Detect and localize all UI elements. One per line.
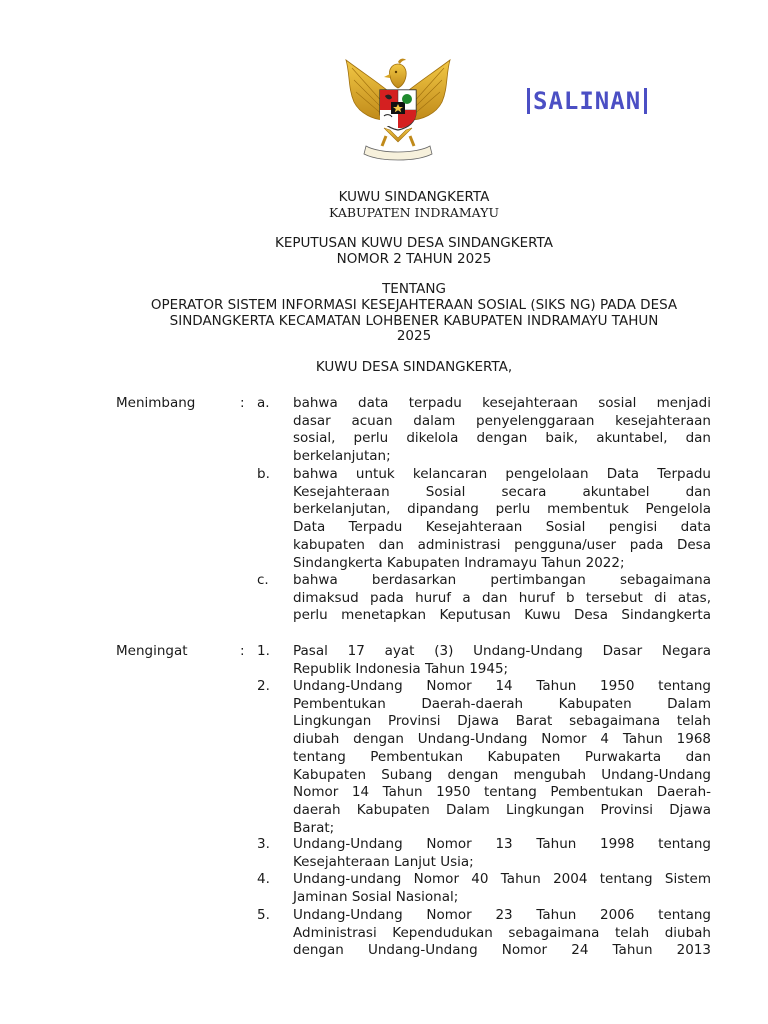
- menimbang-item-a: [293, 395, 711, 466]
- text-line: berkelanjutan, dipandang perlu membentuk Pengelola: [293, 501, 711, 518]
- text-line: bahwa untuk kelancaran pengelolaan Data Terpadu: [293, 466, 711, 482]
- text-line: Kesejahteraan Sosial secara akuntabel dan: [293, 483, 711, 500]
- text-line: Kesejahteraan Lanjut Usia;: [293, 853, 474, 870]
- text-line: bahwa berdasarkan pertimbangan sebagaimana: [293, 572, 711, 588]
- text-line: Nomor 14 Tahun 1950 tentang Pembentukan Daerah-: [293, 784, 711, 801]
- text-line: diubah dengan Undang-Undang Nomor 4 Tahun 1968: [293, 731, 711, 748]
- text-line: Jaminan Sosial Nasional;: [293, 888, 459, 905]
- text-line: Barat;: [293, 819, 335, 836]
- text-line: Undang-undang Nomor 40 Tahun 2004 tentang Sistem: [293, 871, 711, 887]
- text-line: Republik Indonesia Tahun 1945;: [293, 660, 509, 677]
- text-line: berkelanjutan;: [293, 448, 391, 465]
- mengingat-marker-1: 1.: [257, 643, 270, 659]
- mengingat-item-2: [293, 678, 711, 837]
- subject-line-2: SINDANGKERTA KECAMATAN LOHBENER KABUPATEN INDRAMAYU TAHUN: [169, 313, 659, 329]
- text-line: Undang-Undang Nomor 14 Tahun 1950 tentang: [293, 678, 711, 694]
- text-line: Data Terpadu Kesejahteraan Sosial pengisi data: [293, 519, 711, 536]
- text-line: bahwa data terpadu kesejahteraan sosial menjadi: [293, 395, 711, 411]
- garuda-pancasila-emblem: [340, 54, 456, 164]
- mengingat-marker-3: 3.: [257, 836, 270, 852]
- menimbang-marker-c: c.: [257, 572, 269, 588]
- text-line: Lingkungan Provinsi Djawa Barat sebagaimana telah: [293, 713, 711, 730]
- mengingat-label: Mengingat: [116, 643, 188, 659]
- menimbang-label: Menimbang: [116, 395, 196, 411]
- menimbang-marker-a: a.: [257, 395, 270, 411]
- menimbang-item-b: [293, 466, 711, 572]
- menimbang-colon: :: [240, 395, 245, 411]
- mengingat-colon: :: [240, 643, 245, 659]
- subject-line-1: OPERATOR SISTEM INFORMASI KESEJAHTERAAN SOSIAL (SIKS NG) PADA DESA: [150, 297, 678, 313]
- mengingat-marker-4: 4.: [257, 871, 270, 887]
- menimbang-marker-b: b.: [257, 466, 270, 482]
- mengingat-item-3: [293, 836, 711, 871]
- text-line: daerah Kabupaten Dalam Lingkungan Provinsi Djawa: [293, 801, 711, 818]
- text-line: Undang-Undang Nomor 13 Tahun 1998 tentang: [293, 836, 711, 852]
- menimbang-item-c: [293, 572, 711, 625]
- salinan-stamp: SALINAN: [527, 84, 647, 118]
- mengingat-item-1: [293, 643, 711, 678]
- subject-line-3: 2025: [396, 328, 432, 344]
- text-line: Undang-Undang Nomor 23 Tahun 2006 tentang: [293, 907, 711, 923]
- text-line: Kabupaten Subang dengan mengubah Undang-Undang: [293, 766, 711, 783]
- text-line: dasar acuan dalam penyelenggaraan kesejahteraan: [293, 412, 711, 429]
- mengingat-marker-2: 2.: [257, 678, 270, 694]
- text-line: dimaksud pada huruf a dan huruf b tersebut di atas,: [293, 589, 711, 606]
- text-line: Administrasi Kependudukan sebagaimana telah diubah: [293, 924, 711, 941]
- mengingat-item-5: [293, 907, 711, 960]
- decree-number: NOMOR 2 TAHUN 2025: [336, 251, 492, 267]
- text-line: Pasal 17 ayat (3) Undang-Undang Dasar Negara: [293, 643, 711, 659]
- mengingat-item-4: [293, 871, 711, 906]
- issuer-opening: KUWU DESA SINDANGKERTA,: [315, 359, 513, 375]
- issuer-regency: KABUPATEN INDRAMAYU: [328, 205, 499, 220]
- text-line: sosial, perlu dikelola dengan baik, akuntabel, dan: [293, 430, 711, 447]
- issuer-title: KUWU SINDANGKERTA: [338, 189, 490, 205]
- text-line: Sindangkerta Kabupaten Indramayu Tahun 2022;: [293, 554, 625, 571]
- text-line: perlu menetapkan Keputusan Kuwu Desa Sindangkerta: [293, 607, 711, 624]
- mengingat-marker-5: 5.: [257, 907, 270, 923]
- text-line: tentang Pembentukan Kabupaten Purwakarta dan: [293, 748, 711, 765]
- text-line: kabupaten dan administrasi pengguna/user pada Desa: [293, 536, 711, 553]
- text-line: Pembentukan Daerah-daerah Kabupaten Dalam: [293, 695, 711, 712]
- text-line: dengan Undang-Undang Nomor 24 Tahun 2013: [293, 942, 711, 959]
- about-heading: TENTANG: [382, 281, 446, 297]
- decree-title: KEPUTUSAN KUWU DESA SINDANGKERTA: [275, 235, 553, 251]
